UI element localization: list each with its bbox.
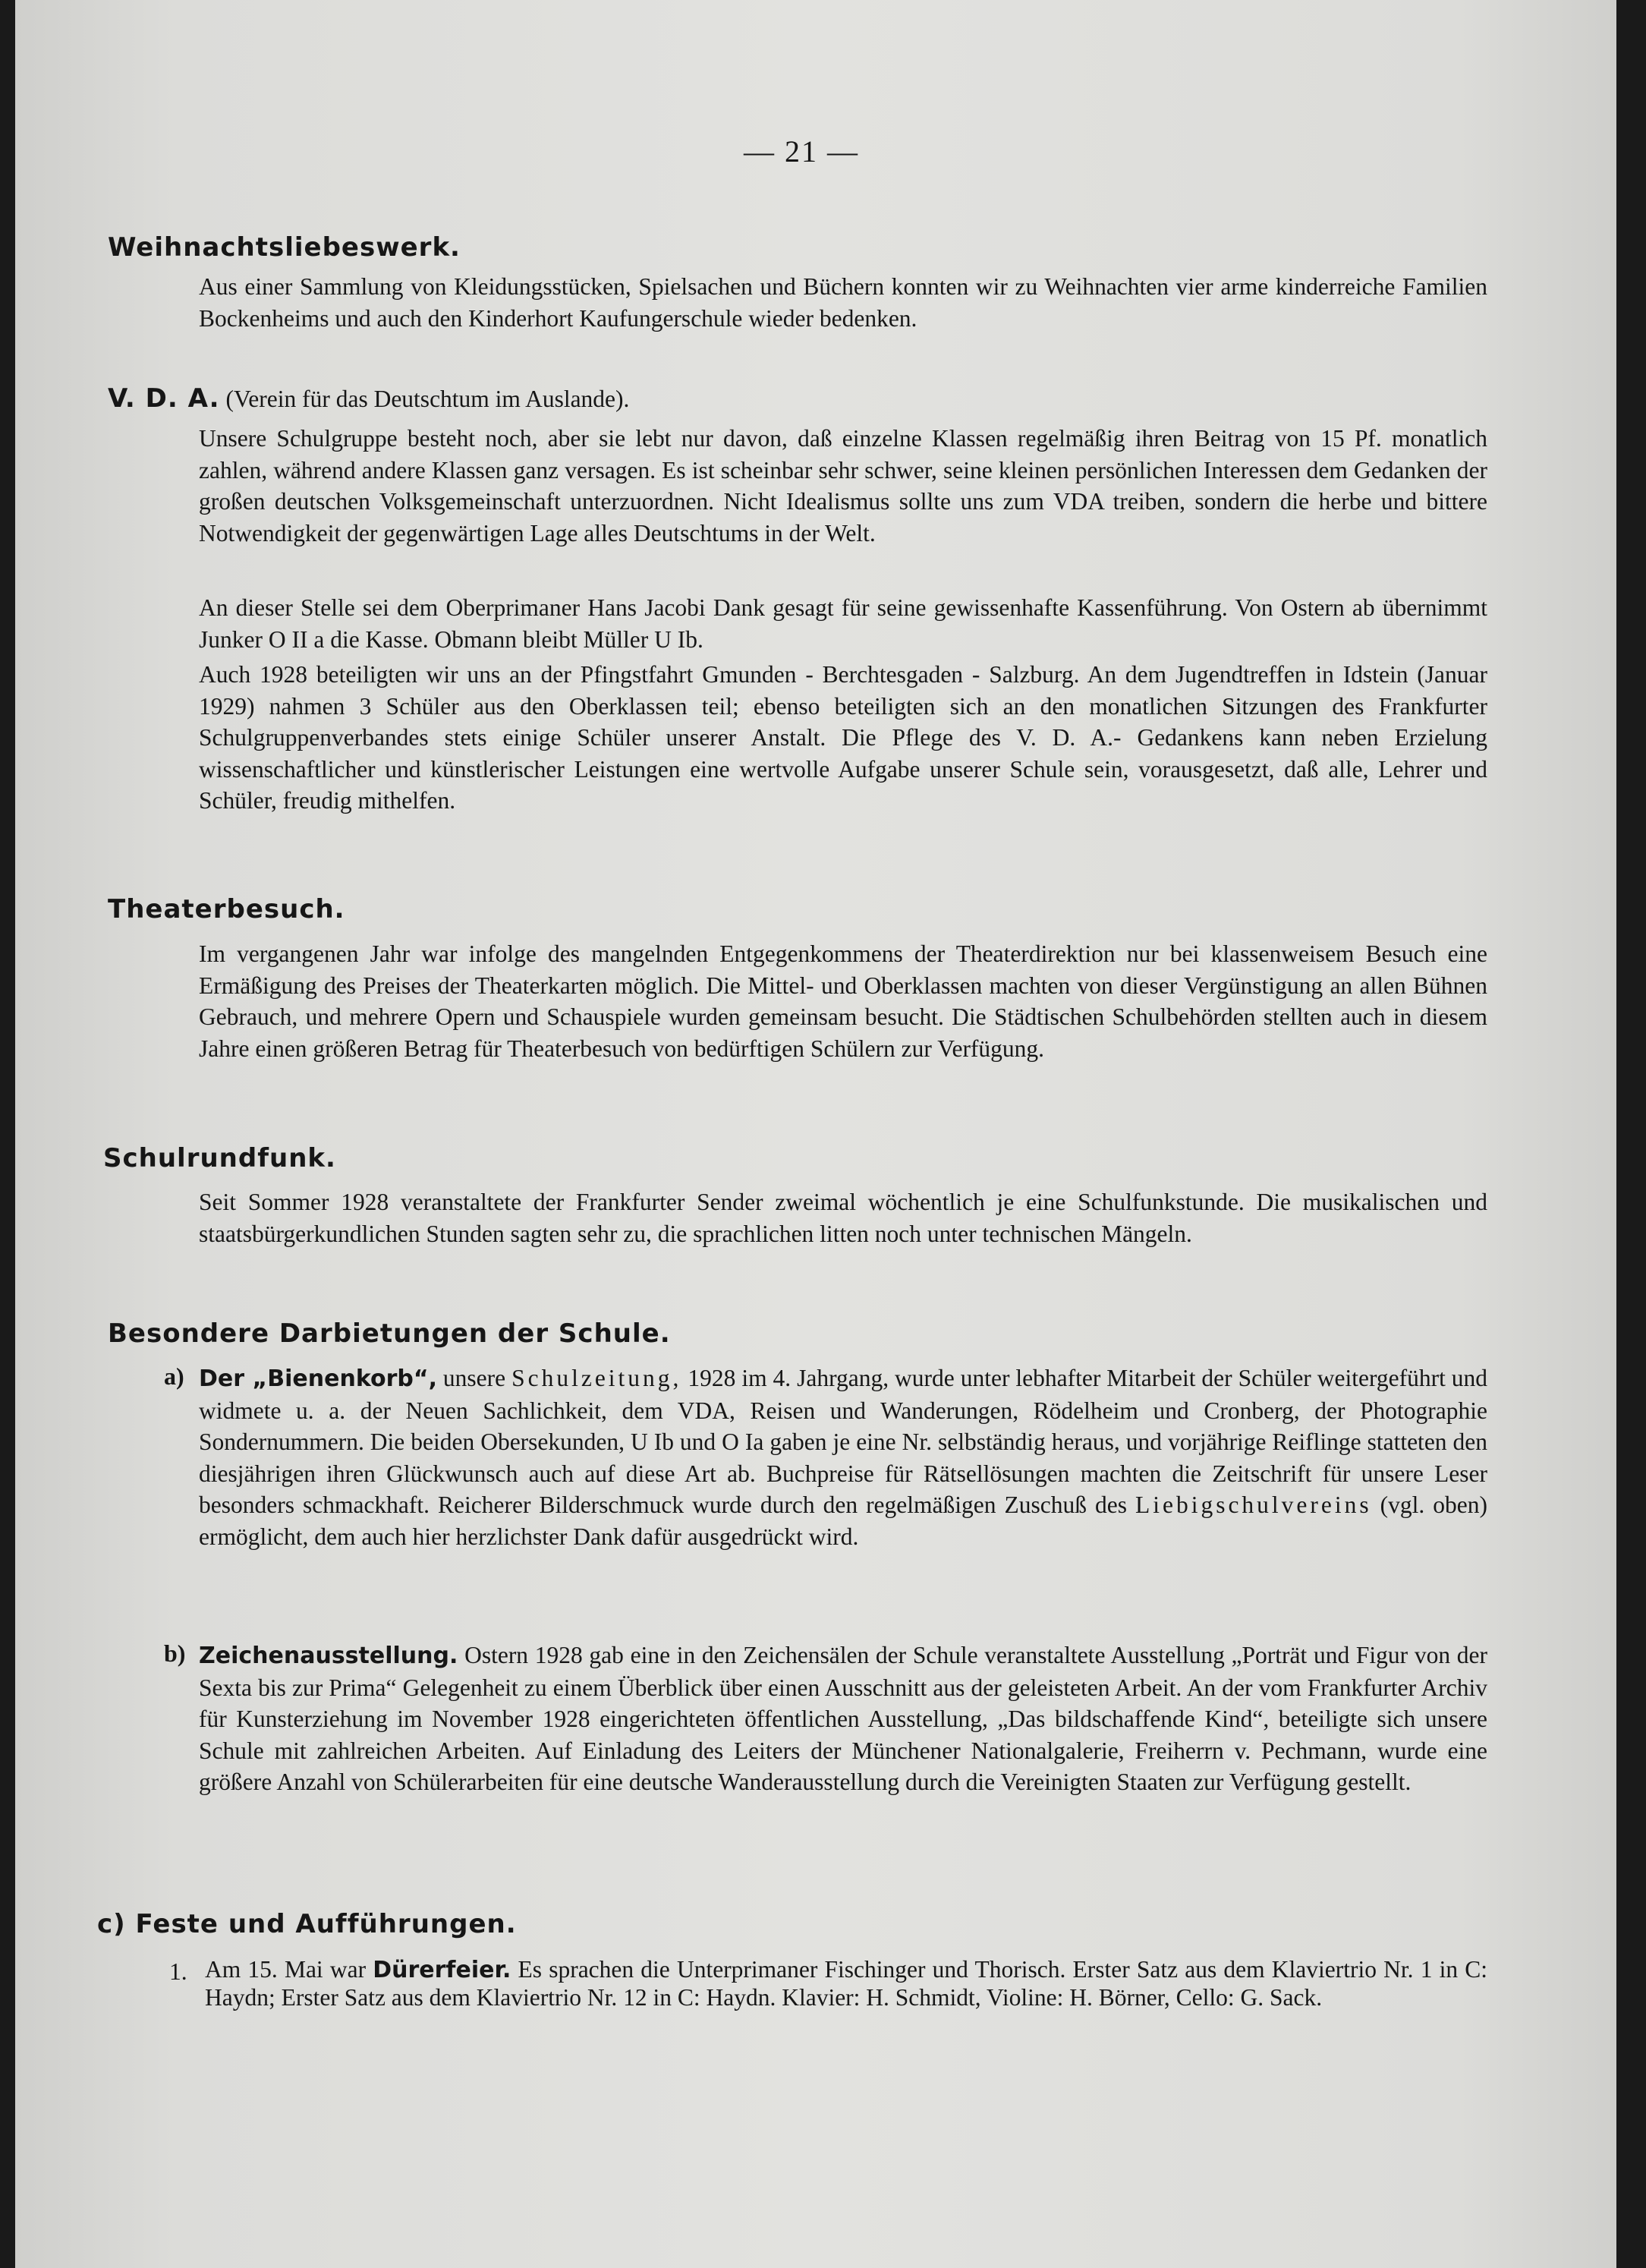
item-1-label: 1. (169, 1958, 187, 1985)
heading-vda: V. D. A. (108, 383, 220, 414)
item-a-text-2: 1928 im 4. Jahrgang, wurde unter lebhafter Mitarbeit der Schüler weitergeführt und widmete u. a. der Neuen Sachlichkeit, dem VDA, Reisen und Wanderungen, Rödelheim und Cronberg, der Photographie Sondernummern. Die beiden Obersekunden, U Ib und O Ia gaben je eine Nr. selbständig heraus, und vorjährige Reiflinge statteten den diesjährigen ihren Glückwunsch auch auf diese Art ab. Buchpreise für Rätsellösungen machten die Zeitschrift für unsere Leser besonders schmackhaft. Reicherer Bilderschmuck wurde durch den regelmäßigen Zuschuß des (199, 1365, 1488, 1518)
item-1-title: Dürerfeier. (373, 1957, 511, 1983)
item-b-label: b) (164, 1640, 186, 1667)
item-a-title: Der „Bienenkorb“, (199, 1366, 437, 1392)
item-a-text-1: unsere (442, 1365, 506, 1391)
paragraph-weihnachtsliebeswerk: Aus einer Sammlung von Kleidungsstücken, Spielsachen und Büchern konnten wir zu Weihnachten vier arme kinderreiche Familien Bockenheims und auch den Kinderhort Kaufungerschule wieder bedenken. (199, 273, 1487, 332)
item-b-text: Ostern 1928 gab eine in den Zeichensälen der Schule veranstaltete Ausstellung „Porträt und Figur von der Sexta bis zur Prima“ Gelegenheit zu einem Überblick über einen Ausschnitt aus der geleisteten Arbeit. An der vom Frankfurter Archiv für Kunsterziehung im November 1928 eingerichteten öffentlichen Ausstellung, „Das bildschaffende Kind“, beteiligte sich unsere Schule mit zahlreichen Arbeiten. Auf Einladung des Leiters der Münchener Nationalgalerie, Freiherrn v. Pechmann, wurde eine größere Anzahl von Schülerarbeiten für eine deutsche Wanderausstellung durch die Vereinigten Staaten zur Verfügung gestellt. (199, 1642, 1487, 1795)
paragraph-vda-2: An dieser Stelle sei dem Oberprimaner Hans Jacobi Dank gesagt für seine gewissenhafte Kassenführung. Von Ostern ab übernimmt Junker O II a die Kasse. Obmann bleibt Müller U Ib. (199, 594, 1487, 653)
item-a-spaced-1: Schulzeitung, (511, 1365, 682, 1391)
heading-theaterbesuch: Theaterbesuch. (108, 894, 345, 925)
paragraph-feste-1 (205, 1956, 1487, 2011)
item-a-text-3: (vgl. oben) ermöglicht, dem auch hier herzlichster Dank dafür ausgedrückt wird. (199, 1492, 1487, 1550)
paragraph-darbietungen-a (199, 1362, 1487, 1552)
paragraph-vda-3: Auch 1928 beteiligten wir uns an der Pfingstfahrt Gmunden - Berchtesgaden - Salzburg. An dem Jugendtreffen in Idstein (Januar 1929) nahmen 3 Schüler aus den Oberklassen teil; ebenso beteiligten sich an den monatlichen Sitzungen des Frankfurter Schulgruppenverbandes stets einige Schüler unserer Anstalt. Die Pflege des V. D. A.- Gedankens kann neben Erzielung wissenschaftlicher und künstlerischer Leistungen eine wertvolle Aufgabe unserer Schule sein, vorausgesetzt, daß alle, Lehrer und Schüler, freudig mithelfen. (199, 661, 1487, 814)
item-a-spaced-2: Liebigschulvereins (1135, 1492, 1372, 1518)
paragraph-vda-1: Unsere Schulgruppe besteht noch, aber sie lebt nur davon, daß einzelne Klassen regelmäßig ihren Beitrag von 15 Pf. monatlich zahlen, während andere Klassen ganz versagen. Es ist scheinbar sehr schwer, seine kleinen persönlichen Interessen dem Gedanken der großen deutschen Volksgemeinschaft unterzuordnen. Nicht Idealismus sollte uns zum VDA treiben, sondern die herbe und bittere Notwendigkeit der gegenwärtigen Lage alles Deutschtums in der Welt. (199, 425, 1487, 547)
item-a-label: a) (164, 1362, 184, 1390)
item-b-title: Zeichenausstellung. (199, 1643, 458, 1669)
heading-schulrundfunk: Schulrundfunk. (103, 1143, 336, 1173)
paragraph-darbietungen-b (199, 1640, 1487, 1798)
item-1-pre: Am 15. Mai war (205, 1956, 367, 1983)
heading-feste: c) Feste und Aufführungen. (97, 1909, 517, 1939)
document-page (15, 0, 1616, 2268)
page-number: — 21 — (744, 134, 859, 169)
heading-weihnachtsliebeswerk: Weihnachtsliebeswerk. (108, 232, 461, 263)
heading-darbietungen: Besondere Darbietungen der Schule. (108, 1318, 671, 1349)
item-1-text: Es sprachen die Unterprimaner Fischinger und Thorisch. Erster Satz aus dem Klaviertrio Nr. 1 in C: Haydn; Erster Satz aus dem Klaviertrio Nr. 12 in C: Haydn. Klavier: H. Schmidt, Violine: H. Börner, Cello: G. Sack. (205, 1956, 1488, 2011)
heading-vda-row (108, 383, 1550, 414)
paragraph-schulrundfunk: Seit Sommer 1928 veranstaltete der Frankfurter Sender zweimal wöchentlich je eine Schulfunkstunde. Die musikalischen und staatsbürgerkundlichen Stunden sagten sehr zu, die sprachlichen litten noch unter technischen Mängeln. (199, 1189, 1487, 1247)
paragraph-theaterbesuch: Im vergangenen Jahr war infolge des mangelnden Entgegenkommens der Theaterdirektion nur bei klassenweisem Besuch eine Ermäßigung des Preises der Theaterkarten möglich. Die Mittel- und Oberklassen machten von dieser Vergünstigung an allen Bühnen Gebrauch, und mehrere Opern und Schauspiele wurden gemeinsam besucht. Die Städtischen Schulbehörden stellten auch in diesem Jahre einen größeren Betrag für Theaterbesuch von bedürftigen Schülern zur Verfügung. (199, 940, 1487, 1062)
heading-vda-note: (Verein für das Deutschtum im Auslande). (225, 386, 630, 412)
